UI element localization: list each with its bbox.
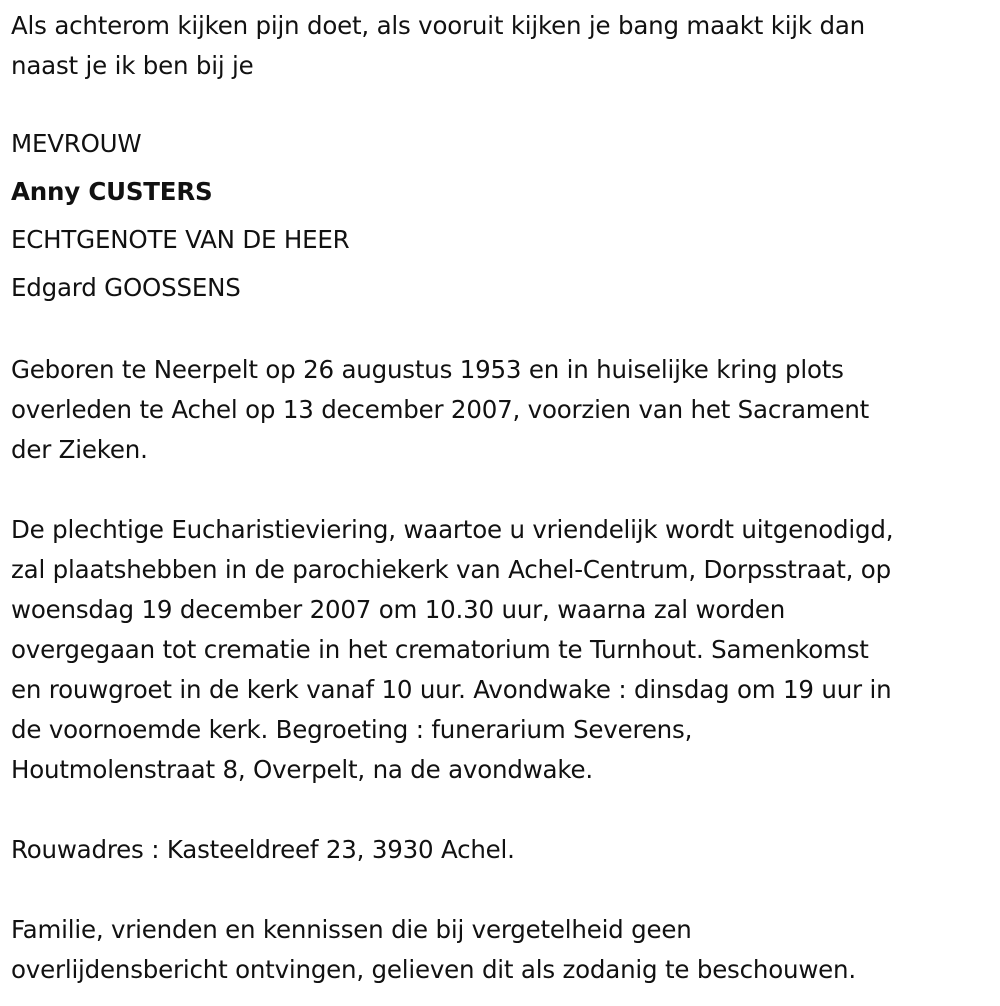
title-text: MEVROUW — [11, 129, 142, 158]
deceased-name: Anny CUSTERS — [11, 177, 213, 206]
relation-text: ECHTGENOTE VAN DE HEER — [11, 225, 350, 254]
ceremony-text: De plechtige Eucharistieviering, waartoe u vriendelijk wordt uitgenodigd, zal plaatshebben in de parochiekerk van Achel-Centrum, Dorpsstraat, op woensdag 19 december 2007 om 10.30 uur, waarna zal worden overgegaan tot crematie in het crematorium te Turnhout. Samenkomst en rouwgroet in de kerk vanaf 10 uur. Avondwake : dinsdag om 19 uur in de voornoemde kerk. Begroeting : funerarium Severens, Houtmolenstraat 8, Overpelt, na de avondwake. — [11, 515, 894, 784]
birth-death-text: Geboren te Neerpelt op 26 augustus 1953 en in huiselijke kring plots overleden te Achel op 13 december 2007, voorzien van het Sacrament der Zieken. — [11, 355, 870, 464]
address-text: Rouwadres : Kasteeldreef 23, 3930 Achel. — [11, 835, 515, 864]
spacer — [11, 470, 1000, 510]
notice-text: Familie, vrienden en kennissen die bij vergetelheid geen overlijdensbericht ontvingen, gelieven dit als zodanig te beschouwen. — [11, 915, 856, 984]
spacer — [11, 312, 1000, 350]
deceased-block — [11, 120, 1000, 312]
motto-text: Als achterom kijken pijn doet, als vooruit kijken je bang maakt kijk dan naast je ik ben bij je — [11, 11, 865, 80]
spacer — [11, 870, 1000, 910]
spouse-name: Edgard GOOSSENS — [11, 273, 241, 302]
spacer — [11, 790, 1000, 830]
